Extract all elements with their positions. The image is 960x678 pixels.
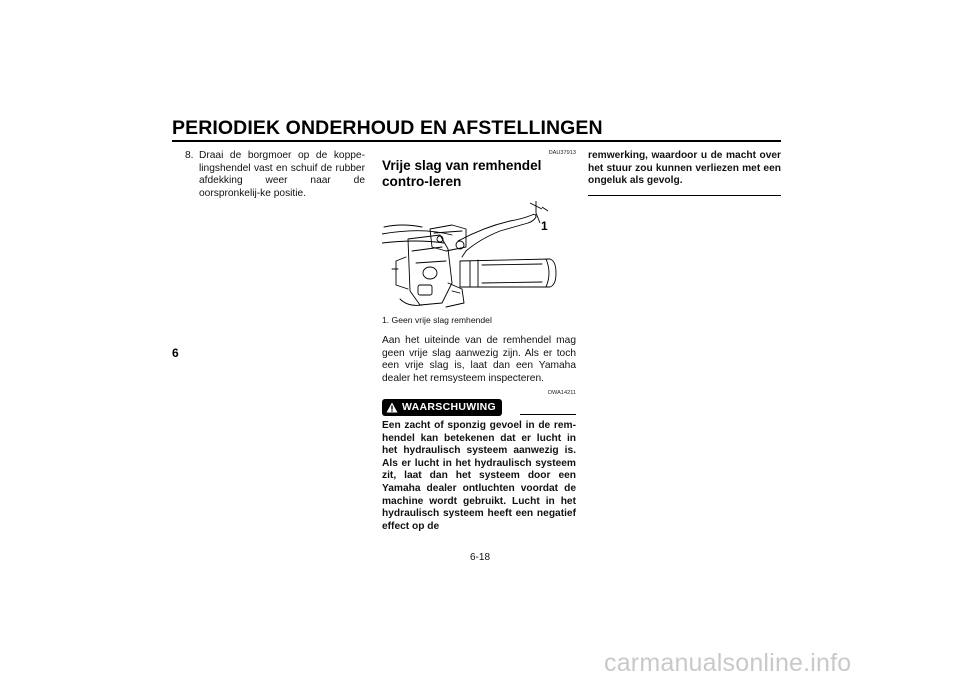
warning-end-rule [588, 195, 781, 196]
title-rule [172, 140, 781, 142]
section-code: DAU37913 [548, 150, 576, 156]
watermark: carmanualsonline.info [604, 649, 852, 677]
brake-lever-illustration [382, 199, 576, 311]
brake-lever-figure [382, 199, 576, 311]
warning-label-box [382, 399, 502, 416]
step-number: 8. [185, 150, 194, 161]
section-heading: Vrije slag van remhendel contro-leren [382, 158, 542, 189]
step-item [185, 150, 365, 200]
warning-header [382, 399, 576, 416]
figure-caption: 1. Geen vrije slag remhendel [382, 315, 492, 325]
left-column [185, 150, 365, 200]
right-column [588, 150, 781, 196]
chapter-tab: 6 [172, 346, 179, 360]
step-text: Draai de borgmoer op de koppe-lingshendel vast en schuif de rubber afdekking weer naar de oorspronkelij-ke positie. [199, 150, 365, 199]
warning-rule [520, 414, 576, 415]
body-paragraph: Aan het uiteinde van de remhendel mag geen vrije slag aanwezig zijn. Als er toch een vrije slag is, laat dan een Yamaha dealer het remsysteem inspecteren. [382, 335, 576, 384]
warning-label: WAARSCHUWING [402, 401, 497, 414]
page-number: 6-18 [469, 552, 490, 563]
warning-text-continuation: remwerking, waardoor u de macht over het stuur zou kunnen verliezen met een ongeluk als gevolg. [588, 150, 781, 187]
middle-column [382, 150, 576, 533]
warning-text: Een zacht of sponzig gevoel in de rem-hendel kan betekenen dat er lucht in het hydraulisch systeem aanwezig is. Als er lucht in het hydraulisch systeem zit, laat dan het systeem door een Yamaha dealer ontluchten voordat de machine wordt gebruikt. Lucht in het hydraulisch systeem heeft een negatief effect op de [382, 419, 576, 532]
page-title: PERIODIEK ONDERHOUD EN AFSTELLINGEN [172, 117, 603, 139]
figure-callout-number: 1 [541, 219, 548, 233]
warning-triangle-icon [386, 402, 398, 413]
warning-code: DWA14211 [548, 390, 576, 397]
